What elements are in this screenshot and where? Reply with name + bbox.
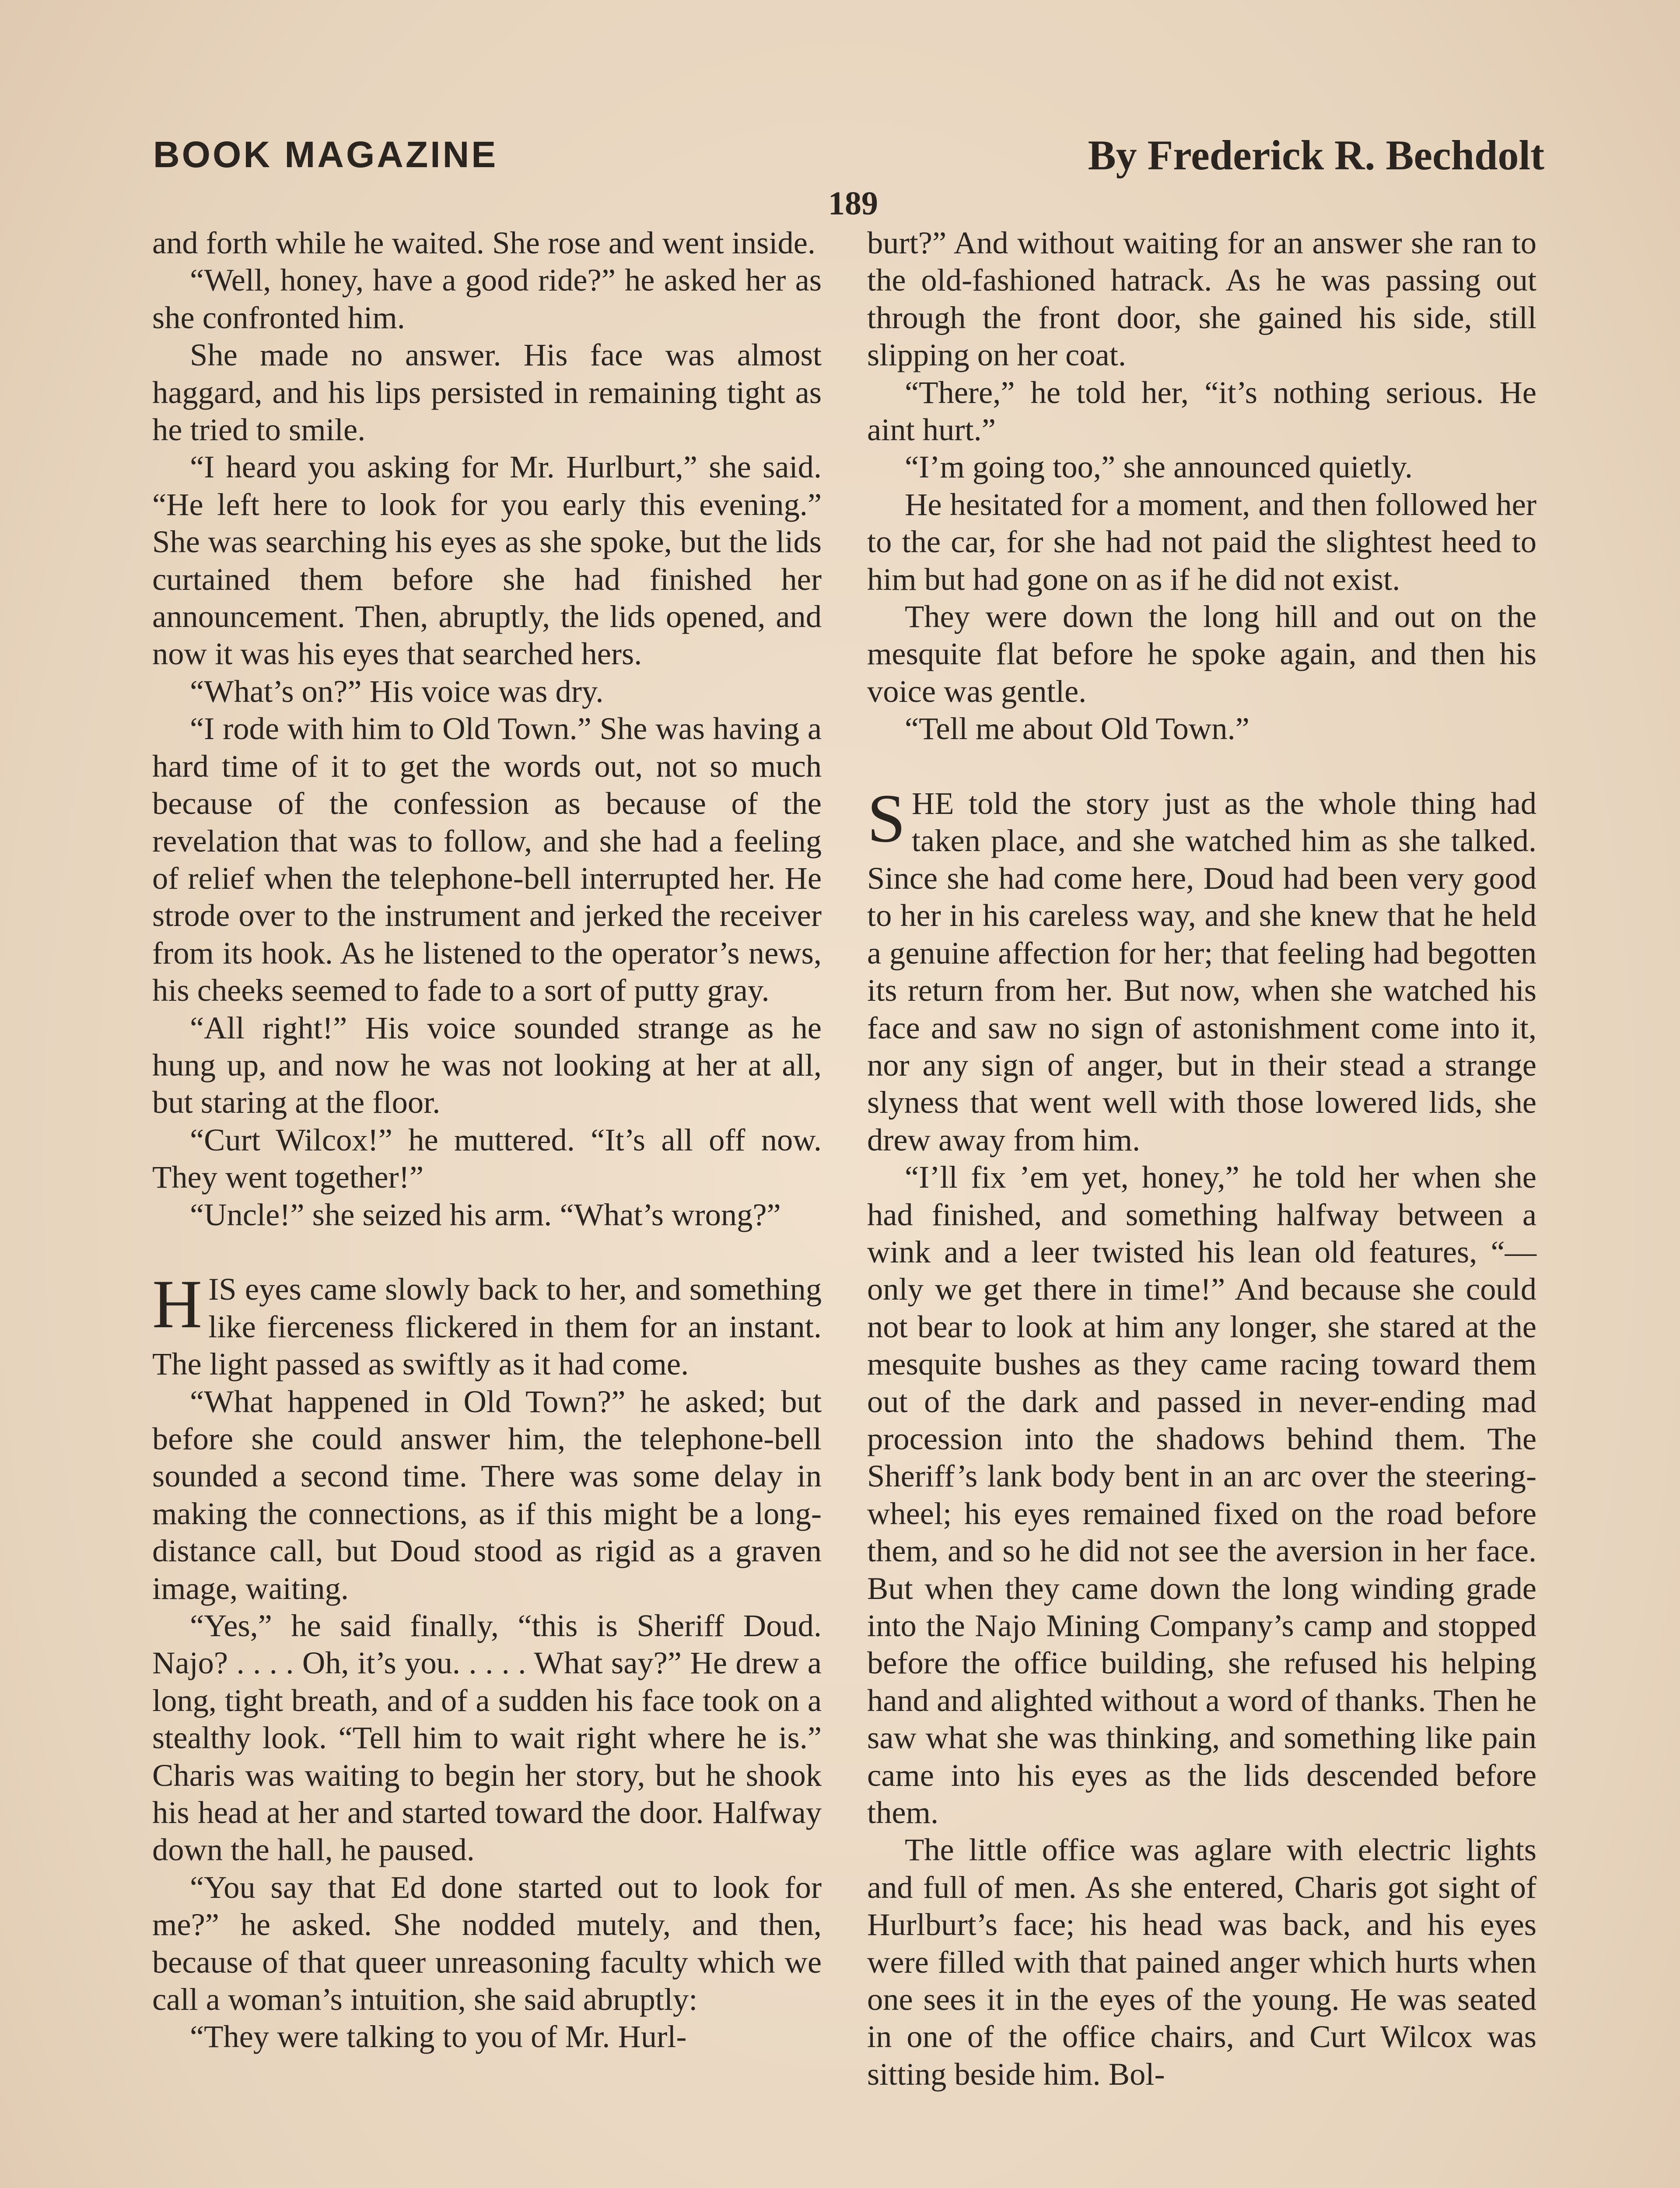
paragraph: “I’m going too,” she announced quietly. xyxy=(905,449,1413,485)
author-byline: By Frederick R. Bechdolt xyxy=(1088,132,1544,179)
page-number: 189 xyxy=(828,185,878,222)
paragraph: She made no answer. His face was almost haggard, and his lips persisted in remaining tight as he tried to smile. xyxy=(152,337,822,448)
drop-cap: S xyxy=(867,780,906,857)
paragraph: They were down the long hill and out on the mesquite flat before he spoke again, and then his voice was gentle. xyxy=(867,599,1536,709)
paragraph: “Tell me about Old Town.” xyxy=(905,711,1250,747)
paragraph: and forth while he waited. She rose and went inside. xyxy=(152,225,816,260)
paragraph: “I’ll fix ’em yet, honey,” he told her when she had finished, and something halfway between a wink and a leer twisted his lean old features, “—only we get there in time!” And because she could not bear to look at him any longer, she stared at the mesquite bushes as they came racing toward them out of the dark and passed in never-ending mad procession into the shadows behind them. The Sheriff’s lank body bent in an arc over the steering-wheel; his eyes remained fixed on the road before them, and so he did not see the aversion in her face. But when they came down the long winding grade into the Najo Mining Company’s camp and stopped before the office building, she refused his helping hand and alighted without a word of thanks. Then he saw what she was thinking, and something like pain came into his eyes as the lids descended before them. xyxy=(867,1159,1536,1830)
paragraph: burt?” And without waiting for an answer she ran to the old-fashioned hatrack. As he was passing out through the front door, she gained his side, still slipping on her coat. xyxy=(867,225,1536,373)
paragraph: “I rode with him to Old Town.” She was having a hard time of it to get the words out, not so much because of the confession as because of the revelation that was to follow, and she had a feeling of relief when the telephone-bell interrupted her. He strode over to the instrument and jerked the receiver from its hook. As he listened to the operator’s news, his cheeks seemed to fade to a sort of putty gray. xyxy=(152,711,822,1008)
magazine-title: BOOK MAGAZINE xyxy=(153,134,498,175)
paragraph: He hesitated for a moment, and then followed her to the car, for she had not paid the slightest heed to him but had gone on as if he did not exist. xyxy=(867,486,1536,597)
section-opening-paragraph xyxy=(867,780,1536,1158)
paragraph: “All right!” His voice sounded strange as he hung up, and now he was not looking at her at all, but staring at the floor. xyxy=(152,1010,822,1120)
paragraph: “Curt Wilcox!” he muttered. “It’s all off now. They went together!” xyxy=(152,1122,822,1195)
paragraph: “You say that Ed done started out to look for me?” he asked. She nodded mutely, and then, because of that queer unreasoning faculty which we call a woman’s intuition, she said abruptly: xyxy=(152,1869,822,2017)
left-text-column xyxy=(152,224,822,2055)
paragraph: “What happened in Old Town?” he asked; but before she could answer him, the telephone-bell sounded a second time. There was some delay in making the connections, as if this might be a long-distance call, but Doud stood as rigid as a graven image, waiting. xyxy=(152,1383,822,1606)
paragraph: “Yes,” he said finally, “this is Sheriff Doud. Najo? . . . . Oh, it’s you. . . . . What say?” He drew a long, tight breath, and of a sudden his face took on a stealthy look. “Tell him to wait right where he is.” Charis was waiting to begin her story, but he shook his head at her and started toward the door. Halfway down the hall, he paused. xyxy=(152,1608,822,1868)
section-opening-paragraph xyxy=(152,1266,822,1382)
paragraph: “I heard you asking for Mr. Hurlburt,” she said. “He left here to look for you early this evening.” She was searching his eyes as she spoke, but the lids curtained them before she had finished her announcement. Then, abruptly, the lids opened, and now it was his eyes that searched hers. xyxy=(152,449,822,672)
paragraph: “What’s on?” His voice was dry. xyxy=(190,673,604,709)
paragraph-text: IS eyes came slowly back to her, and something like fierceness flickered in them for an instant. The light passed as swiftly as it had come. xyxy=(152,1271,822,1382)
page-header xyxy=(153,133,1544,182)
drop-cap: H xyxy=(152,1266,203,1343)
paragraph: “There,” he told her, “it’s nothing serious. He aint hurt.” xyxy=(867,374,1536,448)
paragraph: “They were talking to you of Mr. Hurl- xyxy=(190,2019,687,2055)
right-text-column xyxy=(867,224,1536,2093)
paragraph: “Well, honey, have a good ride?” he asked her as she confronted him. xyxy=(152,262,822,335)
paragraph-text: HE told the story just as the whole thing had taken place, and she watched him as she talked. Since she had come here, Doud had been very good to her in his careless way, and she knew that he held a genuine affection for her; that feeling had begotten its return from her. But now, when she watched his face and saw no sign of astonishment come into it, nor any sign of anger, but in their stead a strange slyness that went well with those lowered lids, she drew away from him. xyxy=(867,785,1536,1157)
paragraph: The little office was aglare with electric lights and full of men. As she entered, Charis got sight of Hurlburt’s face; his head was back, and his eyes were filled with that pained anger which hurts when one sees it in the eyes of the young. He was seated in one of the office chairs, and Curt Wilcox was sitting beside him. Bol- xyxy=(867,1832,1536,2092)
paragraph: “Uncle!” she seized his arm. “What’s wrong?” xyxy=(190,1196,781,1232)
